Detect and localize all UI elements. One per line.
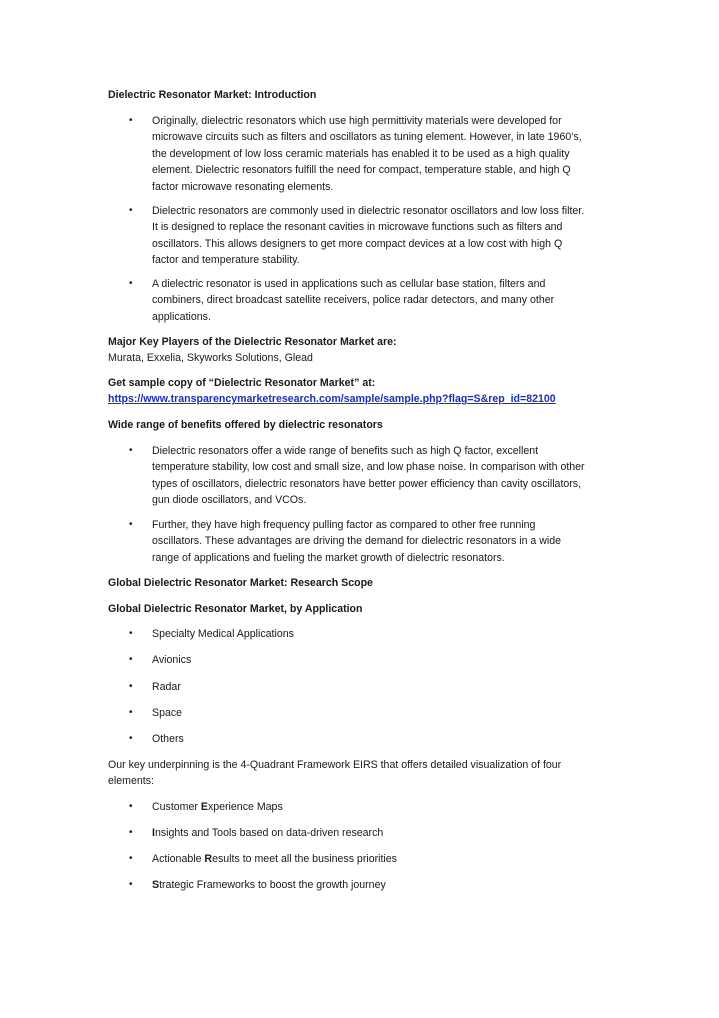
bullet-icon: • <box>129 853 133 864</box>
bullet-icon: • <box>129 115 133 126</box>
bullet-icon: • <box>129 205 133 216</box>
key-players-list: Murata, Exxelia, Skyworks Solutions, Glead <box>108 352 313 364</box>
bullet-icon: • <box>129 628 133 639</box>
application-item: Avionics <box>152 654 192 666</box>
framework-item: Strategic Frameworks to boost the growth journey <box>152 879 386 891</box>
bullet-text: Dielectric resonators are commonly used in dielectric resonator oscillators and low loss filter. It is designed to replace the resonant cavities in microwave functions such as filters and oscillators. This allows designers to get more compact devices at a low cost with high Q factor and temperature stability. <box>152 205 585 267</box>
framework-item: Customer Experience Maps <box>152 801 283 813</box>
framework-text-line: elements: <box>108 775 154 787</box>
framework-item: Insights and Tools based on data-driven research <box>152 827 384 839</box>
bullet-text: Dielectric resonators offer a wide range of benefits such as high Q factor, excellent temperature stability, low cost and small size, and low phase noise. In comparison with other types of oscillators, dielectric resonators have better power efficiency than cavity oscillators, gun diode oscillators, and VCOs. <box>152 445 585 507</box>
bullet-text: A dielectric resonator is used in applications such as cellular base station, filters and combiners, direct broadcast satellite receivers, police radar detectors, and many other applications. <box>152 278 555 323</box>
framework-item: Actionable Results to meet all the business priorities <box>152 853 397 865</box>
application-item: Specialty Medical Applications <box>152 628 294 640</box>
bullet-icon: • <box>129 733 133 744</box>
application-item: Space <box>152 707 183 719</box>
by-application-heading: Global Dielectric Resonator Market, by Application <box>108 603 363 615</box>
bullet-text: Originally, dielectric resonators which use high permittivity materials were developed for microwave circuits such as filters and oscillators as tuning element. However, in late 1960’s, the development of low loss ceramic materials has enabled it to be used as a high quality element. Dielectric resonators fulfill the need for compact, temperature stable, and high Q factor microwave resonating elements. <box>152 115 582 193</box>
bullet-icon: • <box>129 801 133 812</box>
bullet-icon: • <box>129 879 133 890</box>
section-heading-introduction: Dielectric Resonator Market: Introduction <box>108 89 317 101</box>
bullet-icon: • <box>129 827 133 838</box>
benefits-heading: Wide range of benefits offered by dielectric resonators <box>108 419 383 431</box>
bullet-icon: • <box>129 519 133 530</box>
application-item: Others <box>152 733 184 745</box>
sample-link[interactable]: https://www.transparencymarketresearch.com/sample/sample.php?flag=S&rep_id=82100 <box>108 393 556 405</box>
bullet-icon: • <box>129 278 133 289</box>
bullet-icon: • <box>129 654 133 665</box>
bullet-icon: • <box>129 681 133 692</box>
bullet-icon: • <box>129 445 133 456</box>
bullet-icon: • <box>129 707 133 718</box>
bullet-text: Further, they have high frequency pulling factor as compared to other free running oscillators. These advantages are driving the demand for dielectric resonators in a wide range of applications and fueling the market growth of dielectric resonators. <box>152 519 562 564</box>
framework-text-line: Our key underpinning is the 4-Quadrant Framework EIRS that offers detailed visualization of four <box>108 759 562 771</box>
sample-heading: Get sample copy of “Dielectric Resonator Market” at: <box>108 377 376 389</box>
research-scope-heading: Global Dielectric Resonator Market: Research Scope <box>108 577 373 589</box>
key-players-heading: Major Key Players of the Dielectric Resonator Market are: <box>108 336 397 348</box>
application-item: Radar <box>152 681 181 693</box>
